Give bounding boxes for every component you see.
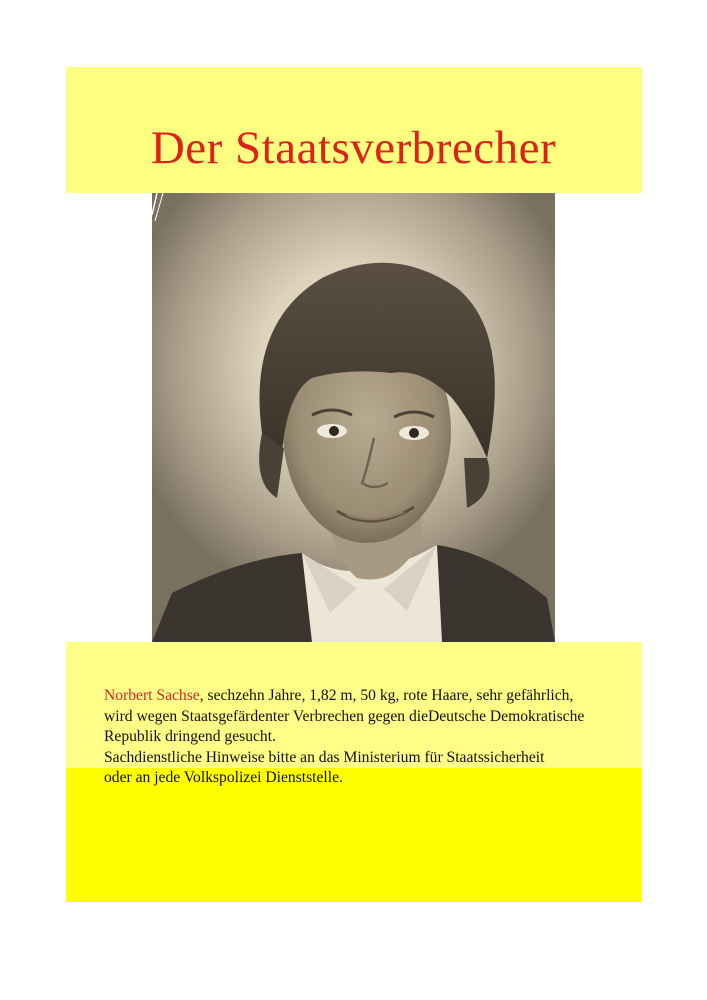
notice-line-4: Sachdienstliche Hinweise bitte an das Ministerium für Staatssicherheit [104,748,545,766]
page-title: Der Staatsverbrecher [150,122,557,174]
notice-line-1 [104,686,624,707]
notice-line-5: oder an jede Volkspolizei Dienststelle. [104,769,343,786]
wanted-person-name: Norbert Sachse [104,687,200,704]
notice-line-1-rest: , sechzehn Jahre, 1,82 m, 50 kg, rote Haare, sehr gefährlich, [199,687,574,704]
notice-line-2: wird wegen Staatsgefärdenter Verbrechen gegen dieDeutsche Demokratische [104,707,585,725]
portrait-photo [152,193,555,642]
wanted-notice-text [104,686,624,789]
notice-line-3: Republik dringend gesucht. [104,728,276,745]
